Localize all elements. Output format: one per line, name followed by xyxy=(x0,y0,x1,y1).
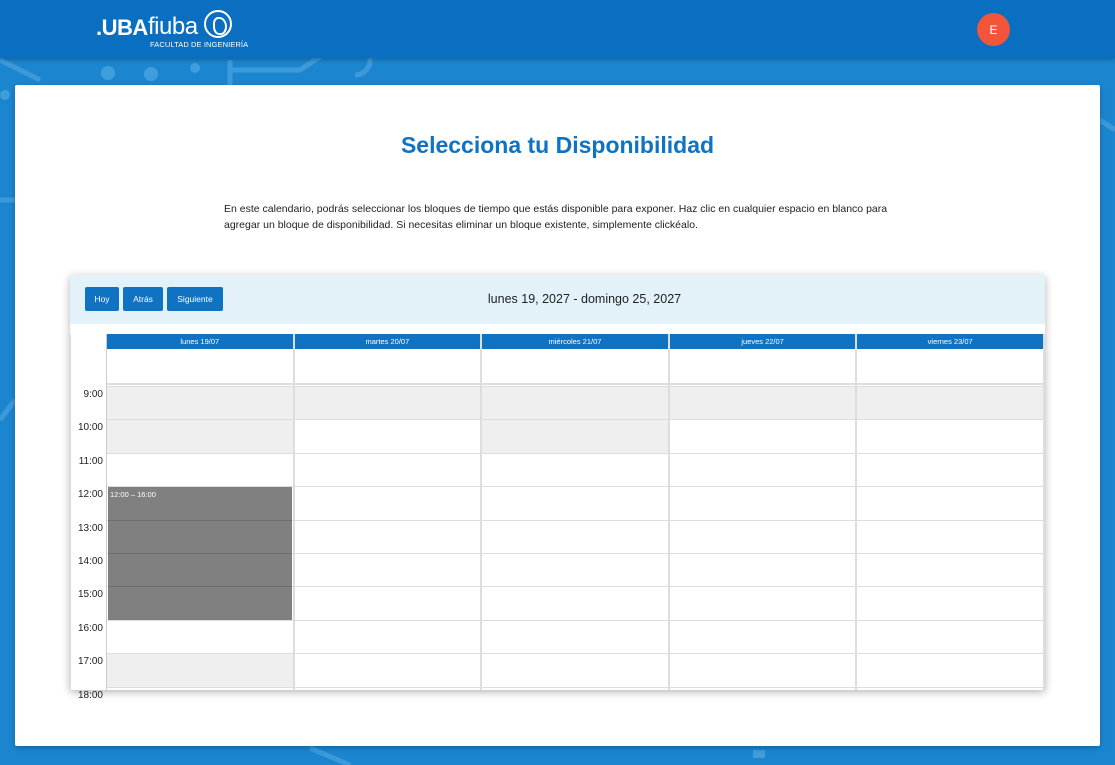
time-slot[interactable] xyxy=(482,586,668,619)
time-label: 14:00 xyxy=(77,556,103,567)
next-button[interactable]: Siguiente xyxy=(167,287,223,311)
logo-uba-text: .UBA xyxy=(96,15,148,40)
time-slot[interactable] xyxy=(295,586,481,619)
time-slot[interactable] xyxy=(670,419,856,452)
time-slot[interactable] xyxy=(857,520,1043,553)
calendar-range-label: lunes 19, 2027 - domingo 25, 2027 xyxy=(487,292,682,306)
page-description: En este calendario, podrás seleccionar los bloques de tiempo que estás disponible para exponer. Haz clic en cualquier espacio en blanco para agregar un bloque de disponibilidad. Si necesitas eliminar un bloque existente, simplemente clickéalo. xyxy=(224,203,888,231)
top-navbar xyxy=(0,0,1115,58)
time-slot[interactable] xyxy=(857,553,1043,586)
time-slot[interactable] xyxy=(857,419,1043,452)
time-slot[interactable] xyxy=(107,386,293,419)
calendar-grid xyxy=(70,334,1045,701)
day-column xyxy=(107,334,295,690)
time-label: 16:00 xyxy=(77,622,103,634)
time-slot[interactable] xyxy=(107,419,293,452)
logo-fiuba-text: fiuba xyxy=(148,13,198,40)
time-slot[interactable] xyxy=(857,687,1043,720)
time-slot[interactable] xyxy=(857,620,1043,653)
all-day-slot[interactable] xyxy=(670,349,856,385)
time-slot[interactable] xyxy=(482,687,668,720)
availability-block-label: 12:00 – 16:00 xyxy=(110,490,156,500)
time-label: 15:00 xyxy=(77,589,103,601)
user-avatar[interactable]: E xyxy=(977,13,1010,46)
day-column xyxy=(295,334,483,690)
time-slot[interactable] xyxy=(857,386,1043,419)
time-label: 10:00 xyxy=(77,422,103,434)
availability-block-divider xyxy=(108,586,292,587)
time-label: 11:00 xyxy=(78,455,103,467)
time-slot[interactable] xyxy=(107,687,293,720)
time-slot[interactable] xyxy=(670,453,856,486)
time-slot[interactable] xyxy=(482,653,668,686)
all-day-slot[interactable] xyxy=(482,349,668,385)
time-slot[interactable] xyxy=(295,620,481,653)
all-day-slot[interactable] xyxy=(857,349,1043,385)
all-day-slot[interactable] xyxy=(107,349,293,385)
main-card xyxy=(15,85,1100,746)
day-header[interactable]: miércoles 21/07 xyxy=(482,334,668,349)
time-slot[interactable] xyxy=(107,620,293,653)
time-slot[interactable] xyxy=(295,553,481,586)
today-button[interactable]: Hoy xyxy=(85,287,119,311)
time-slot[interactable] xyxy=(482,553,668,586)
time-slot[interactable] xyxy=(295,453,481,486)
time-slot[interactable] xyxy=(295,520,481,553)
time-slot[interactable] xyxy=(295,486,481,519)
time-slot[interactable] xyxy=(670,620,856,653)
time-label: 18:00 xyxy=(77,689,103,701)
back-button[interactable]: Atrás xyxy=(123,287,163,311)
time-slot[interactable] xyxy=(670,386,856,419)
time-slot[interactable] xyxy=(482,620,668,653)
time-label: 17:00 xyxy=(77,656,103,668)
time-slot[interactable] xyxy=(107,453,293,486)
fiuba-emblem-icon xyxy=(204,10,232,38)
time-slot[interactable] xyxy=(295,687,481,720)
availability-block-divider xyxy=(108,553,292,554)
time-slot[interactable] xyxy=(295,653,481,686)
availability-calendar xyxy=(70,275,1045,701)
time-label: 13:00 xyxy=(77,522,103,534)
time-slot[interactable] xyxy=(295,419,481,452)
availability-block[interactable] xyxy=(108,487,292,620)
page-title: Selecciona tu Disponibilidad xyxy=(400,132,715,158)
time-slot[interactable] xyxy=(670,653,856,686)
time-slot[interactable] xyxy=(857,486,1043,519)
time-slot[interactable] xyxy=(857,653,1043,686)
time-slot[interactable] xyxy=(670,553,856,586)
day-header[interactable]: lunes 19/07 xyxy=(107,334,293,349)
logo-subtitle: FACULTAD DE INGENIERÍA xyxy=(150,40,249,49)
time-slot[interactable] xyxy=(482,486,668,519)
time-slot[interactable] xyxy=(482,520,668,553)
time-slot[interactable] xyxy=(482,386,668,419)
time-slot[interactable] xyxy=(670,586,856,619)
time-slot[interactable] xyxy=(107,653,293,686)
time-slot[interactable] xyxy=(857,453,1043,486)
time-slot[interactable] xyxy=(482,453,668,486)
time-gutter xyxy=(70,334,107,701)
time-slot[interactable] xyxy=(670,687,856,720)
day-column xyxy=(857,334,1045,690)
time-slot[interactable] xyxy=(482,419,668,452)
time-label: 9:00 xyxy=(83,389,103,400)
fiuba-logo[interactable] xyxy=(96,8,249,50)
time-slot[interactable] xyxy=(670,520,856,553)
day-header[interactable]: martes 20/07 xyxy=(295,334,481,349)
calendar-toolbar xyxy=(70,275,1045,324)
time-slot[interactable] xyxy=(295,386,481,419)
time-slot[interactable] xyxy=(670,486,856,519)
time-slot[interactable] xyxy=(857,586,1043,619)
availability-block-divider xyxy=(108,520,292,521)
all-day-slot[interactable] xyxy=(295,349,481,385)
day-header[interactable]: jueves 22/07 xyxy=(670,334,856,349)
day-column xyxy=(482,334,670,690)
day-column xyxy=(670,334,858,690)
time-label: 12:00 xyxy=(77,489,103,501)
day-header[interactable]: viernes 23/07 xyxy=(857,334,1043,349)
